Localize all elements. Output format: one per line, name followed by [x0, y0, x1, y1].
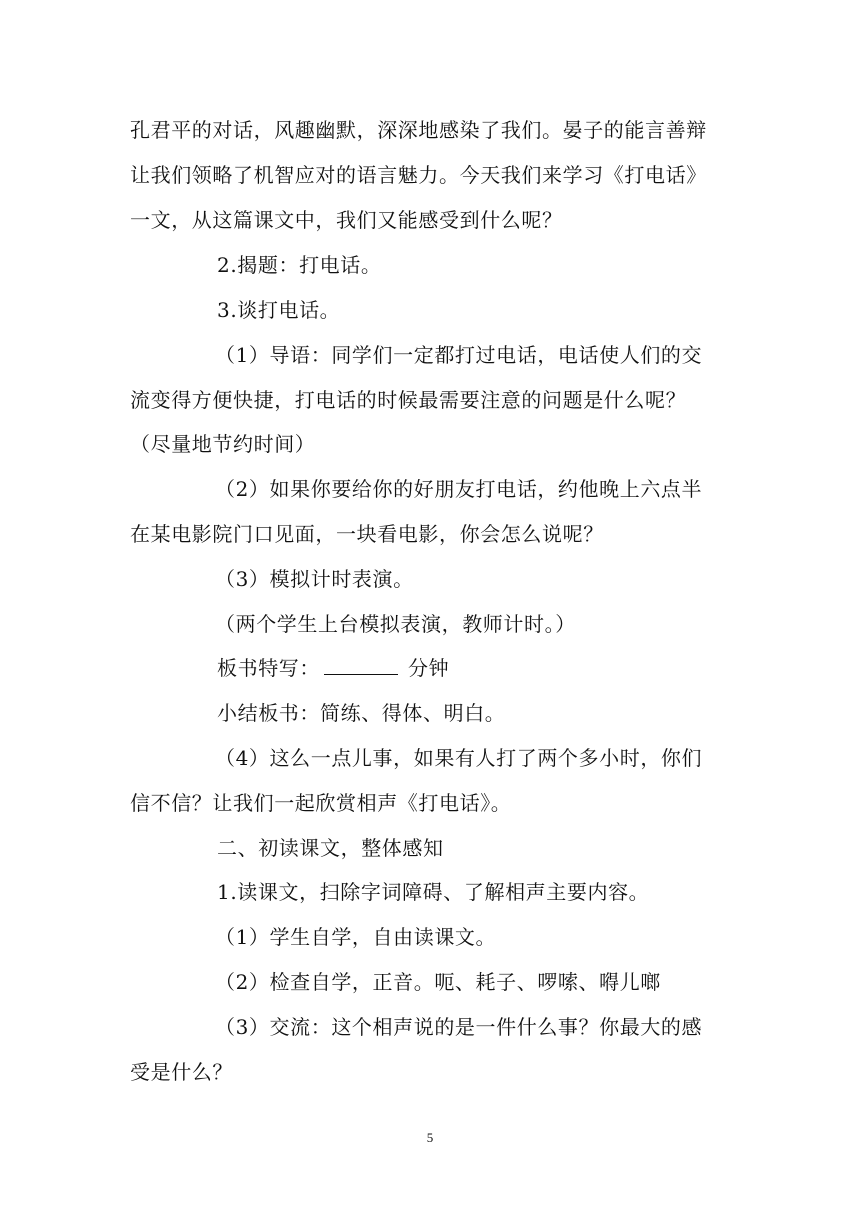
paragraph-line: （4）这么一点儿事，如果有人打了两个多小时，你们	[215, 746, 703, 770]
page-number: 5	[426, 1130, 434, 1145]
paragraph-line: 一文，从这篇课文中，我们又能感受到什么呢？	[130, 208, 563, 232]
paragraph-line: 信不信？让我们一起欣赏相声《打电话》。	[130, 791, 512, 815]
fill-in-blank	[324, 656, 398, 675]
step-heading: 1.读课文，扫除字词障碍、了解相声主要内容。	[217, 880, 650, 904]
paragraph-line: （3）交流：这个相声说的是一件什么事？你最大的感	[215, 1015, 703, 1039]
paragraph-line: （2）检查自学，正音。呃、耗子、啰嗦、嘚儿啷	[215, 970, 661, 994]
step-heading: 2.揭题：打电话。	[217, 253, 382, 277]
paragraph-line: （1）学生自学，自由读课文。	[215, 925, 497, 949]
paragraph-line: （2）如果你要给你的好朋友打电话，约他晚上六点半	[215, 477, 703, 501]
paragraph-line: 让我们领略了机智应对的语言魅力。今天我们来学习《打电话》	[130, 163, 707, 187]
paragraph-line: 在某电影院门口见面，一块看电影，你会怎么说呢？	[130, 522, 604, 546]
paragraph-line: （3）模拟计时表演。	[215, 567, 414, 591]
paragraph-line: 受是什么？	[130, 1060, 233, 1084]
paragraph-line: （两个学生上台模拟表演，教师计时。）	[215, 612, 576, 636]
paragraph-line: 小结板书：简练、得体、明白。	[217, 701, 506, 725]
paragraph-line: 流变得方便快捷，打电话的时候最需要注意的问题是什么呢？	[130, 388, 687, 412]
minutes-label: 分钟	[408, 656, 450, 680]
paragraph-line: （1）导语：同学们一定都打过电话，电话使人们的交	[215, 343, 703, 367]
blackboard-line	[217, 656, 449, 680]
paragraph-line: （尽量地节约时间）	[130, 432, 316, 456]
section-heading: 二、初读课文，整体感知	[217, 836, 444, 860]
paragraph-line: 孔君平的对话，风趣幽默，深深地感染了我们。晏子的能言善辩	[130, 118, 707, 142]
blackboard-label: 板书特写：	[217, 656, 320, 680]
step-heading: 3.谈打电话。	[217, 298, 341, 322]
